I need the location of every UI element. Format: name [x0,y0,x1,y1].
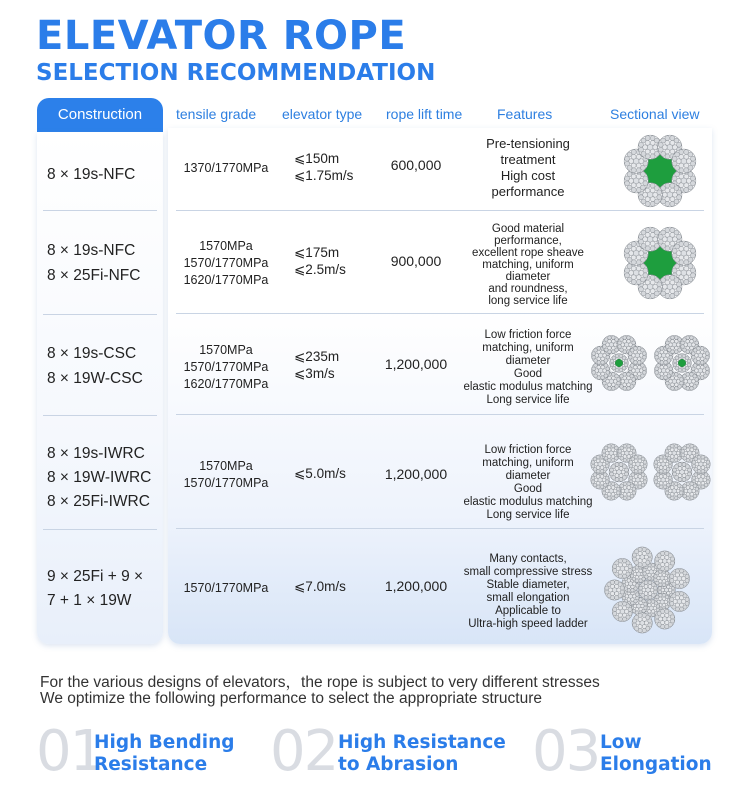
construction-label: 7 + 1 × 19W [47,592,132,609]
compact-rope-section-icon [604,546,692,634]
iwrc-rope-section-icon [651,441,712,503]
performance-number: 01 [36,719,104,784]
features-line: Many contacts, [489,553,567,565]
features-line: small elongation [486,592,570,604]
features-line: treatment [500,152,556,167]
rope-lift-time-value: 1,200,000 [384,466,448,482]
features-line: elastic modulus matching [463,496,593,508]
performance-label: High Bending [94,732,235,753]
construction-label: 8 × 19W-IWRC [47,469,152,486]
row-divider [43,529,157,530]
features-line: long service life [488,295,568,307]
elevator-type-value: ⩽235m [294,349,340,364]
csc-rope-section-icon [651,332,712,394]
features-line: Good [513,368,543,380]
features-line: diameter [505,355,551,367]
page-subtitle: SELECTION RECOMMENDATION [36,60,436,86]
elevator-type-value: ⩽3m/s [294,366,335,381]
construction-label: 8 × 19s-NFC [47,166,136,183]
tensile-grade-value: 1570/1770MPa [183,360,269,374]
construction-label: 8 × 25Fi-NFC [47,267,141,284]
footer-line-1: For the various designs of elevators，the rope is subject to very different stresses [40,674,600,691]
features-line: High cost [500,168,556,183]
elevator-type-value: ⩽1.75m/s [294,168,354,183]
header-tensile-grade: tensile grade [176,106,257,122]
tensile-grade-value: 1570MPa [199,343,253,357]
row-divider [176,414,704,415]
tensile-grade-value: 1620/1770MPa [183,377,269,391]
elevator-type-value: ⩽150m [294,151,340,166]
performance-label: to Abrasion [338,754,459,775]
features-line: and roundness, [488,283,568,295]
row-divider [176,210,704,211]
features-line: matching, uniform [482,457,574,469]
performance-number: 03 [532,719,600,784]
features-line: Low friction force [484,444,572,456]
tensile-grade-value: 1570/1770MPa [183,256,269,270]
features-line: Pre-tensioning [486,136,570,151]
header-construction: Construction [37,98,163,132]
features-line: Stable diameter, [486,579,570,591]
row-divider [43,210,157,211]
features-line: performance, [494,235,562,247]
construction-label: 8 × 19s-CSC [47,345,137,362]
features-line: Low friction force [484,329,572,341]
elevator-type-value: ⩽175m [294,245,340,260]
features-line: small compressive stress [463,566,593,578]
features-line: diameter [505,271,551,283]
construction-label: 9 × 25Fi + 9 × [47,568,144,585]
elevator-type-value: ⩽7.0m/s [294,579,346,594]
tensile-grade-value: 1370/1770MPa [183,161,269,175]
performance-label: Elongation [600,754,712,775]
row-divider [176,528,704,529]
performance-number: 02 [270,719,338,784]
csc-rope-section-icon [588,332,650,394]
performance-label: High Resistance [338,732,506,753]
features-line: elastic modulus matching [463,381,593,393]
tensile-grade-value: 1570MPa [199,239,253,253]
row-divider [176,313,704,314]
tensile-grade-value: 1570MPa [199,459,253,473]
construction-label: 8 × 19s-NFC [47,242,136,259]
features-line: Ultra-high speed ladder [468,618,588,630]
features-line: matching, uniform [482,342,574,354]
elevator-type-value: ⩽5.0m/s [294,466,346,481]
iwrc-rope-section-icon [588,441,650,503]
page-title: ELEVATOR ROPE [36,13,407,59]
elevator-type-value: ⩽2.5m/s [294,262,346,277]
performance-label: Resistance [94,754,208,775]
header-rope-lift-time: rope lift time [386,106,463,122]
rope-lift-time-value: 900,000 [390,253,442,269]
nfc-rope-section-icon [620,132,700,210]
row-divider [43,314,157,315]
features-line: Good material [491,223,565,235]
tensile-grade-value: 1570/1770MPa [183,581,269,595]
header-sectional-view: Sectional view [610,106,700,122]
construction-column [37,132,163,644]
tensile-grade-value: 1570/1770MPa [183,476,269,490]
nfc-rope-section-icon [620,224,700,302]
features-line: diameter [505,470,551,482]
features-line: Long service life [486,509,570,521]
rope-lift-time-value: 1,200,000 [384,356,448,372]
features-line: matching, uniform [482,259,574,271]
construction-label: 8 × 19s-IWRC [47,445,145,462]
row-divider [43,415,157,416]
construction-label: 8 × 19W-CSC [47,370,143,387]
rope-spec-table [168,128,712,644]
tensile-grade-value: 1620/1770MPa [183,273,269,287]
footer-line-2: We optimize the following performance to select the appropriate structure [40,690,542,707]
features-line: performance [491,184,565,199]
performance-label: Low [600,732,642,753]
features-line: Good [513,483,543,495]
rope-lift-time-value: 1,200,000 [384,578,448,594]
construction-label: 8 × 25Fi-IWRC [47,493,150,510]
features-line: Applicable to [495,605,561,617]
features-line: Long service life [486,394,570,406]
header-elevator-type: elevator type [282,106,363,122]
rope-lift-time-value: 600,000 [390,157,442,173]
header-features: Features [497,106,553,122]
features-line: excellent rope sheave [472,247,584,259]
